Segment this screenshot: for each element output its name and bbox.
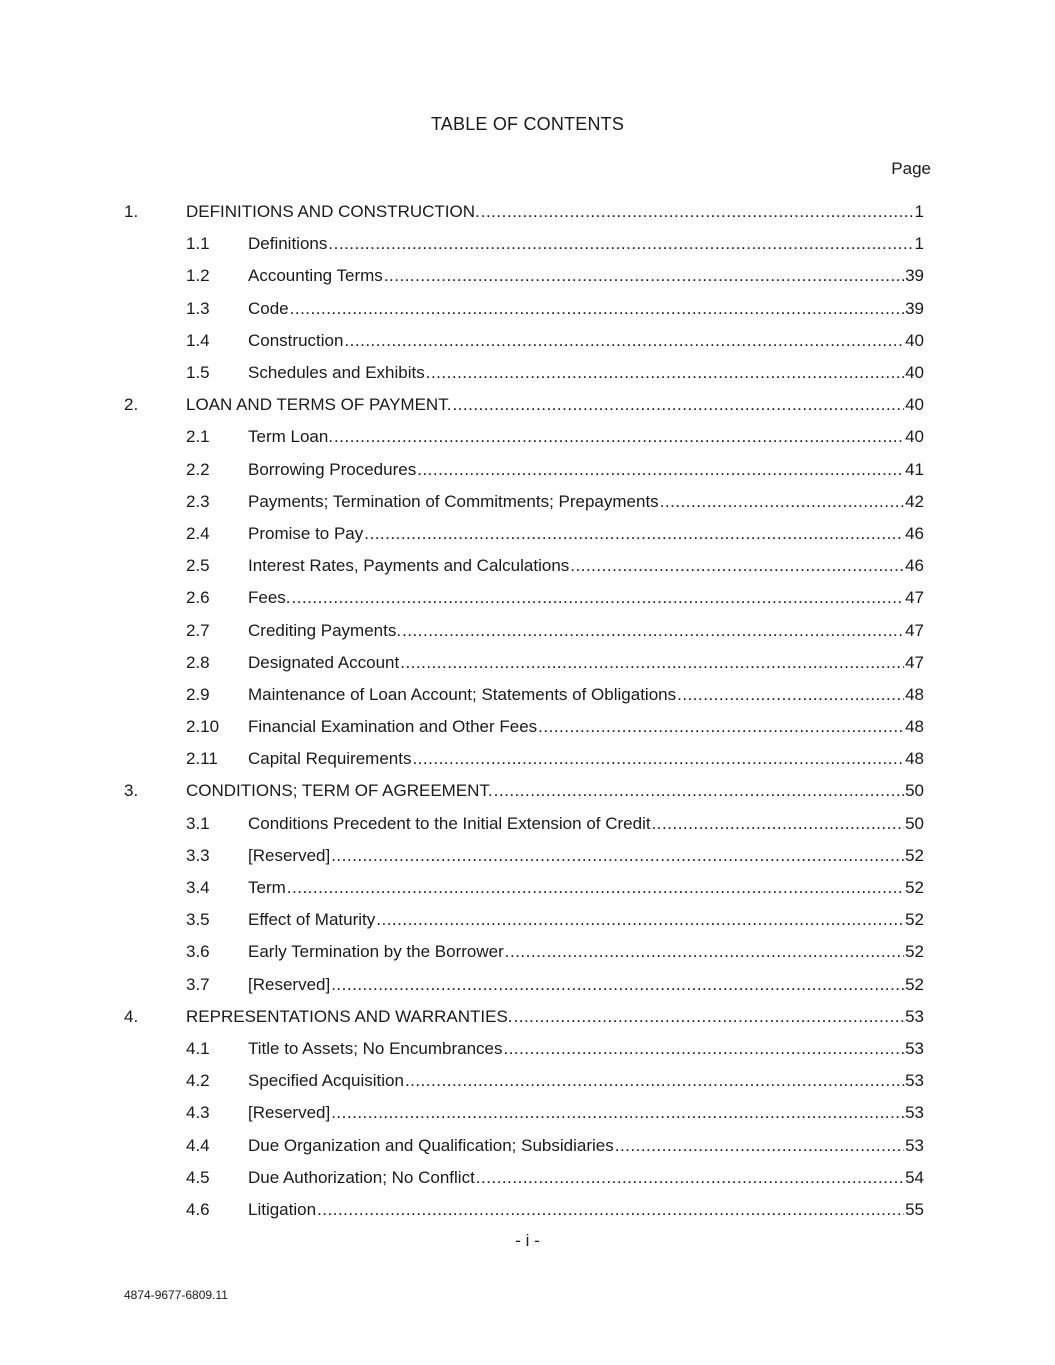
dot-leader xyxy=(317,1200,904,1220)
toc-entry-label[interactable]: Construction xyxy=(248,330,344,350)
dot-leader xyxy=(334,427,904,447)
table-of-contents xyxy=(124,196,924,1226)
toc-entry-page-number: 46 xyxy=(905,556,924,576)
toc-entry-leader xyxy=(248,878,905,898)
page-title: TABLE OF CONTENTS xyxy=(430,114,625,134)
toc-entry-number: 2.6 xyxy=(186,588,210,608)
toc-entry-leader xyxy=(248,427,905,447)
toc-entry-label[interactable]: [Reserved] xyxy=(248,974,331,994)
document-id: 4874-9677-6809.11 xyxy=(124,1288,228,1302)
toc-section-entry[interactable] xyxy=(124,1129,924,1161)
toc-entry-number: 3.3 xyxy=(186,845,210,865)
toc-entry-number: 2.8 xyxy=(186,652,210,672)
dot-leader xyxy=(364,524,904,544)
toc-entry-page-number: 47 xyxy=(905,652,924,672)
toc-entry-leader xyxy=(248,1168,905,1188)
dot-leader xyxy=(476,1168,904,1188)
toc-entry-number: 3.5 xyxy=(186,910,210,930)
toc-entry-label[interactable]: Maintenance of Loan Account; Statements of Obligations xyxy=(248,684,677,704)
toc-entry-number: 4.3 xyxy=(186,1103,210,1123)
dot-leader xyxy=(328,234,913,254)
dot-leader xyxy=(503,1039,904,1059)
toc-section-entry[interactable] xyxy=(124,808,924,840)
toc-section-entry[interactable] xyxy=(124,421,924,453)
dot-leader xyxy=(331,846,904,866)
toc-entry-number: 4. xyxy=(124,1006,139,1026)
toc-entry-page-number: 40 xyxy=(905,395,924,415)
toc-section-entry[interactable] xyxy=(124,357,924,389)
toc-entry-label[interactable]: Crediting Payments. xyxy=(248,620,402,640)
dot-leader xyxy=(384,266,904,286)
toc-entry-page-number: 39 xyxy=(905,298,924,318)
toc-entry-label[interactable]: Interest Rates, Payments and Calculations xyxy=(248,556,570,576)
toc-section-entry[interactable] xyxy=(124,486,924,518)
dot-leader xyxy=(677,685,904,705)
toc-section-entry[interactable] xyxy=(124,582,924,614)
toc-entry-number: 1.2 xyxy=(186,266,210,286)
dot-leader xyxy=(400,653,904,673)
toc-entry-leader xyxy=(248,749,905,769)
toc-entry-leader xyxy=(248,1136,905,1156)
toc-entry-label[interactable]: Litigation xyxy=(248,1199,317,1219)
toc-section-entry[interactable] xyxy=(124,936,924,968)
toc-entry-page-number: 52 xyxy=(905,910,924,930)
toc-section-entry[interactable] xyxy=(124,518,924,550)
toc-section-entry[interactable] xyxy=(124,1162,924,1194)
toc-entry-number: 4.5 xyxy=(186,1167,210,1187)
dot-leader xyxy=(287,878,904,898)
dot-leader xyxy=(660,492,904,512)
toc-entry-number: 2.2 xyxy=(186,459,210,479)
toc-entry-number: 4.1 xyxy=(186,1038,210,1058)
toc-entry-label[interactable]: Term Loan. xyxy=(248,427,334,447)
toc-entry-label[interactable]: Early Termination by the Borrower xyxy=(248,942,504,962)
toc-entry-leader xyxy=(248,910,905,930)
toc-entry-label[interactable]: Due Organization and Qualification; Subsidiaries xyxy=(248,1135,614,1155)
toc-entry-label[interactable]: Payments; Termination of Commitments; Prepayments xyxy=(248,491,659,511)
toc-entry-label[interactable]: REPRESENTATIONS AND WARRANTIES. xyxy=(186,1006,513,1026)
toc-section-entry[interactable] xyxy=(124,969,924,1001)
toc-entry-number: 2.7 xyxy=(186,620,210,640)
toc-entry-leader xyxy=(248,234,915,254)
toc-entry-number: 4.4 xyxy=(186,1135,210,1155)
dot-leader xyxy=(290,299,904,319)
toc-entry-leader xyxy=(248,814,905,834)
toc-entry-leader xyxy=(248,299,905,319)
toc-entry-number: 1.5 xyxy=(186,363,210,383)
toc-entry-page-number: 40 xyxy=(905,427,924,447)
toc-entry-page-number: 46 xyxy=(905,523,924,543)
toc-entry-page-number: 48 xyxy=(905,749,924,769)
toc-article-entry[interactable] xyxy=(124,775,924,807)
dot-leader xyxy=(292,588,905,608)
dot-leader xyxy=(615,1136,904,1156)
toc-entry-label[interactable]: Specified Acquisition xyxy=(248,1071,404,1091)
toc-entry-leader xyxy=(248,556,905,576)
toc-section-entry[interactable] xyxy=(124,1194,924,1226)
toc-entry-page-number: 1 xyxy=(914,202,924,222)
toc-entry-leader xyxy=(248,1200,905,1220)
toc-entry-label[interactable]: Title to Assets; No Encumbrances xyxy=(248,1038,503,1058)
toc-entry-leader xyxy=(248,1039,905,1059)
dot-leader xyxy=(344,331,904,351)
toc-entry-leader xyxy=(248,460,905,480)
footer-page-number: - i - xyxy=(515,1231,540,1250)
toc-entry-number: 3.7 xyxy=(186,974,210,994)
toc-entry-number: 3. xyxy=(124,781,139,801)
toc-entry-label[interactable]: DEFINITIONS AND CONSTRUCTION. xyxy=(186,202,480,222)
toc-section-entry[interactable] xyxy=(124,1065,924,1097)
toc-entry-number: 1. xyxy=(124,202,139,222)
toc-entry-page-number: 39 xyxy=(905,266,924,286)
toc-entry-label[interactable]: Accounting Terms xyxy=(248,266,383,286)
toc-entry-leader xyxy=(248,588,905,608)
toc-entry-page-number: 40 xyxy=(905,363,924,383)
toc-entry-leader xyxy=(248,717,905,737)
toc-entry-label[interactable]: Designated Account xyxy=(248,652,400,672)
toc-article-entry[interactable] xyxy=(124,196,924,228)
toc-section-entry[interactable] xyxy=(124,260,924,292)
toc-entry-page-number: 48 xyxy=(905,684,924,704)
toc-entry-number: 1.3 xyxy=(186,298,210,318)
dot-leader xyxy=(652,814,905,834)
toc-entry-label[interactable]: [Reserved] xyxy=(248,1103,331,1123)
toc-entry-leader xyxy=(248,846,905,866)
dot-leader xyxy=(405,1071,904,1091)
dot-leader xyxy=(412,749,904,769)
toc-entry-leader xyxy=(248,363,905,383)
dot-leader xyxy=(452,395,904,415)
toc-entry-label[interactable]: Due Authorization; No Conflict xyxy=(248,1167,475,1187)
dot-leader xyxy=(481,202,914,222)
toc-entry-page-number: 40 xyxy=(905,330,924,350)
toc-entry-number: 3.1 xyxy=(186,813,210,833)
toc-entry-number: 2.9 xyxy=(186,684,210,704)
toc-entry-page-number: 55 xyxy=(905,1199,924,1219)
toc-entry-number: 1.1 xyxy=(186,234,210,254)
toc-entry-leader xyxy=(248,266,905,286)
toc-entry-page-number: 50 xyxy=(905,781,924,801)
toc-entry-page-number: 50 xyxy=(905,813,924,833)
toc-entry-leader xyxy=(248,1071,905,1091)
toc-section-entry[interactable] xyxy=(124,711,924,743)
toc-entry-page-number: 48 xyxy=(905,717,924,737)
toc-entry-number: 2. xyxy=(124,395,139,415)
dot-leader xyxy=(494,781,904,801)
toc-entry-page-number: 42 xyxy=(905,491,924,511)
toc-section-entry[interactable] xyxy=(124,1097,924,1129)
toc-entry-page-number: 52 xyxy=(905,845,924,865)
toc-section-entry[interactable] xyxy=(124,840,924,872)
toc-section-entry[interactable] xyxy=(124,293,924,325)
toc-entry-label[interactable]: [Reserved] xyxy=(248,845,331,865)
toc-entry-number: 3.4 xyxy=(186,878,210,898)
toc-article-entry[interactable] xyxy=(124,1001,924,1033)
dot-leader xyxy=(376,910,904,930)
toc-entry-page-number: 52 xyxy=(905,878,924,898)
toc-entry-number: 2.5 xyxy=(186,556,210,576)
toc-entry-number: 2.1 xyxy=(186,427,210,447)
toc-entry-number: 2.3 xyxy=(186,491,210,511)
toc-section-entry[interactable] xyxy=(124,679,924,711)
toc-section-entry[interactable] xyxy=(124,743,924,775)
toc-entry-page-number: 53 xyxy=(905,1135,924,1155)
toc-entry-page-number: 52 xyxy=(905,974,924,994)
toc-entry-leader xyxy=(248,653,905,673)
toc-section-entry[interactable] xyxy=(124,1033,924,1065)
toc-entry-page-number: 47 xyxy=(905,588,924,608)
toc-entry-leader xyxy=(248,685,905,705)
dot-leader xyxy=(505,942,904,962)
toc-section-entry[interactable] xyxy=(124,325,924,357)
toc-entry-number: 2.10 xyxy=(186,717,220,737)
toc-section-entry[interactable] xyxy=(124,228,924,260)
toc-entry-label[interactable]: Financial Examination and Other Fees xyxy=(248,717,538,737)
toc-entry-leader xyxy=(186,781,905,801)
toc-entry-page-number: 41 xyxy=(905,459,924,479)
page-column-label: Page xyxy=(891,159,931,178)
toc-section-entry[interactable] xyxy=(124,614,924,646)
toc-section-entry[interactable] xyxy=(124,872,924,904)
toc-entry-leader xyxy=(248,942,905,962)
toc-entry-number: 3.6 xyxy=(186,942,210,962)
toc-entry-page-number: 52 xyxy=(905,942,924,962)
toc-entry-number: 4.2 xyxy=(186,1071,210,1091)
toc-entry-number: 2.4 xyxy=(186,523,210,543)
toc-entry-leader xyxy=(248,492,905,512)
toc-entry-page-number: 53 xyxy=(905,1038,924,1058)
toc-entry-leader xyxy=(186,395,905,415)
dot-leader xyxy=(331,975,904,995)
toc-article-entry[interactable] xyxy=(124,389,924,421)
toc-entry-leader xyxy=(186,202,915,222)
toc-entry-page-number: 54 xyxy=(905,1167,924,1187)
toc-entry-page-number: 47 xyxy=(905,620,924,640)
toc-section-entry[interactable] xyxy=(124,454,924,486)
dot-leader xyxy=(402,621,904,641)
toc-entry-leader xyxy=(248,524,905,544)
toc-entry-label[interactable]: Capital Requirements xyxy=(248,749,412,769)
toc-entry-leader xyxy=(248,975,905,995)
toc-entry-label[interactable]: Code xyxy=(248,298,289,318)
toc-section-entry[interactable] xyxy=(124,647,924,679)
toc-entry-label[interactable]: Borrowing Procedures xyxy=(248,459,417,479)
dot-leader xyxy=(538,717,904,737)
toc-entry-leader xyxy=(248,1103,905,1123)
toc-entry-page-number: 1 xyxy=(914,234,924,254)
toc-entry-label[interactable]: Term xyxy=(248,878,286,898)
toc-entry-page-number: 53 xyxy=(905,1006,924,1026)
dot-leader xyxy=(426,363,904,383)
toc-entry-label[interactable]: Effect of Maturity xyxy=(248,910,376,930)
dot-leader xyxy=(514,1007,905,1027)
toc-entry-label[interactable]: Schedules and Exhibits xyxy=(248,363,425,383)
toc-entry-label[interactable]: LOAN AND TERMS OF PAYMENT. xyxy=(186,395,452,415)
toc-entry-label[interactable]: Definitions xyxy=(248,234,328,254)
toc-entry-leader xyxy=(248,621,905,641)
toc-entry-number: 1.4 xyxy=(186,330,210,350)
toc-entry-page-number: 53 xyxy=(905,1071,924,1091)
toc-entry-label[interactable]: Conditions Precedent to the Initial Extension of Credit xyxy=(248,813,651,833)
toc-entry-leader xyxy=(248,331,905,351)
toc-entry-label[interactable]: Fees. xyxy=(248,588,291,608)
toc-entry-leader xyxy=(186,1007,905,1027)
dot-leader xyxy=(570,556,904,576)
toc-entry-number: 2.11 xyxy=(186,749,218,769)
toc-entry-number: 4.6 xyxy=(186,1199,210,1219)
toc-entry-label[interactable]: Promise to Pay xyxy=(248,523,364,543)
toc-entry-page-number: 53 xyxy=(905,1103,924,1123)
dot-leader xyxy=(417,460,904,480)
toc-entry-label[interactable]: CONDITIONS; TERM OF AGREEMENT. xyxy=(186,781,493,801)
toc-section-entry[interactable] xyxy=(124,550,924,582)
dot-leader xyxy=(331,1103,904,1123)
toc-section-entry[interactable] xyxy=(124,904,924,936)
